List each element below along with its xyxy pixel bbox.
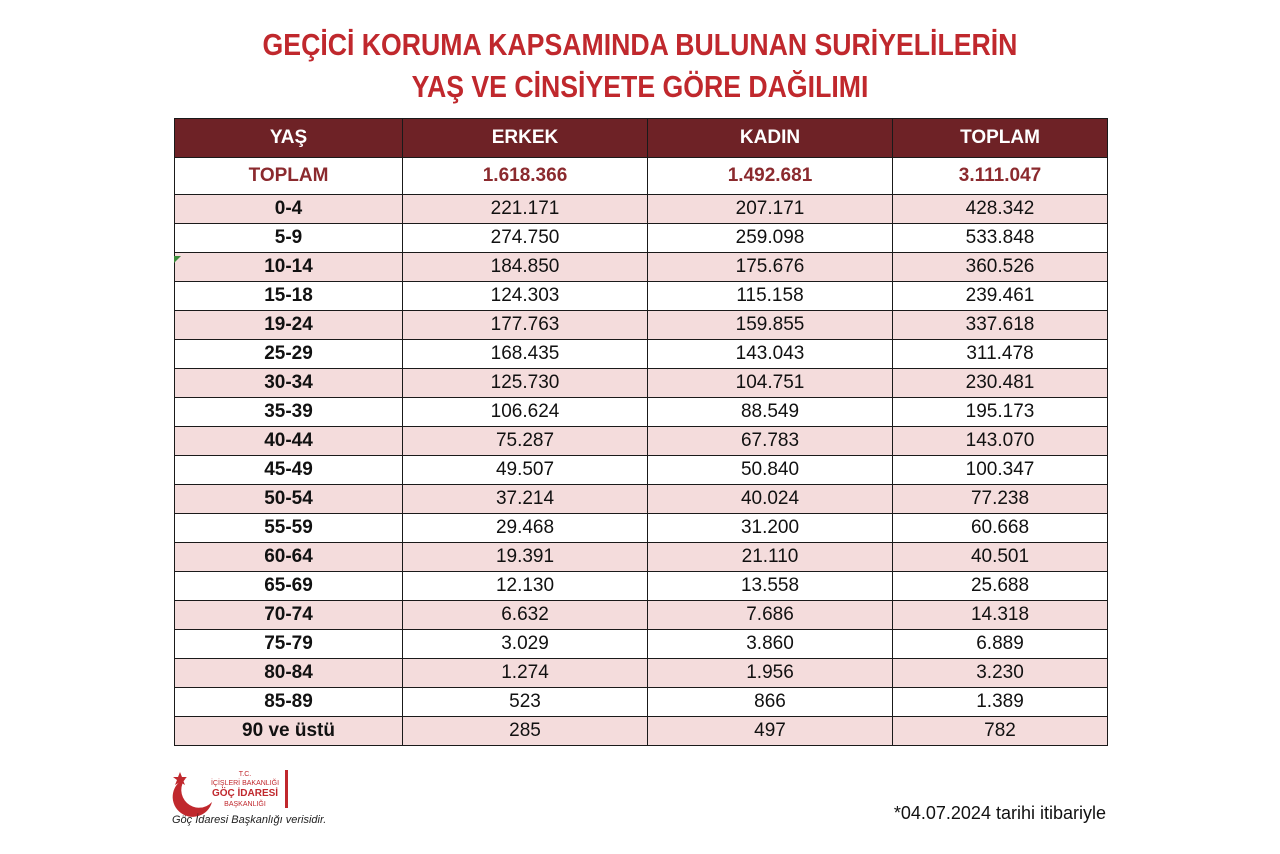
female-cell: 175.676 [648,253,893,282]
table-row [175,630,1108,659]
table-row [175,427,1108,456]
table-row [175,659,1108,688]
female-cell: 1.956 [648,659,893,688]
female-cell: 3.860 [648,630,893,659]
age-cell: 10-14 [175,253,403,282]
header-female: KADIN [648,119,893,158]
table-row [175,572,1108,601]
source-note: Göç İdaresi Başkanlığı verisidir. [172,814,327,826]
total-all: 3.111.047 [893,158,1108,195]
male-cell: 177.763 [403,311,648,340]
male-cell: 49.507 [403,456,648,485]
table-row [175,195,1108,224]
female-cell: 31.200 [648,514,893,543]
age-gender-table [174,118,1108,746]
age-cell: 50-54 [175,485,403,514]
logo-text: T.C. İÇİŞLERİ BAKANLIĞI GÖÇ İDARESİ BAŞKANLIĞI [210,771,280,808]
female-cell: 159.855 [648,311,893,340]
table-row [175,514,1108,543]
table-row [175,340,1108,369]
header-total: TOPLAM [893,119,1108,158]
total-male: 1.618.366 [403,158,648,195]
total-cell: 60.668 [893,514,1108,543]
female-cell: 21.110 [648,543,893,572]
cell-comment-marker [174,256,181,263]
age-cell: 70-74 [175,601,403,630]
age-cell: 15-18 [175,282,403,311]
male-cell: 221.171 [403,195,648,224]
total-cell: 533.848 [893,224,1108,253]
total-cell: 6.889 [893,630,1108,659]
male-cell: 37.214 [403,485,648,514]
total-cell: 40.501 [893,543,1108,572]
total-cell: 77.238 [893,485,1108,514]
total-cell: 311.478 [893,340,1108,369]
total-cell: 143.070 [893,427,1108,456]
table-row [175,398,1108,427]
age-cell: 19-24 [175,311,403,340]
age-cell: 0-4 [175,195,403,224]
total-female: 1.492.681 [648,158,893,195]
age-cell: 30-34 [175,369,403,398]
female-cell: 115.158 [648,282,893,311]
male-cell: 124.303 [403,282,648,311]
table-row [175,224,1108,253]
table-header-row [175,119,1108,158]
title-line-1: GEÇİCİ KORUMA KAPSAMINDA BULUNAN SURİYELİLERİN [262,27,1018,62]
age-cell: 45-49 [175,456,403,485]
table-row [175,601,1108,630]
age-cell: 75-79 [175,630,403,659]
female-cell: 104.751 [648,369,893,398]
age-cell: 5-9 [175,224,403,253]
total-cell: 360.526 [893,253,1108,282]
total-cell: 782 [893,717,1108,746]
male-cell: 523 [403,688,648,717]
male-cell: 184.850 [403,253,648,282]
male-cell: 29.468 [403,514,648,543]
header-male: ERKEK [403,119,648,158]
title-line-2: YAŞ VE CİNSİYETE GÖRE DAĞILIMI [411,69,869,104]
total-cell: 3.230 [893,659,1108,688]
male-cell: 1.274 [403,659,648,688]
male-cell: 106.624 [403,398,648,427]
age-cell: 60-64 [175,543,403,572]
age-cell: 55-59 [175,514,403,543]
header-age: YAŞ [175,119,403,158]
male-cell: 3.029 [403,630,648,659]
male-cell: 285 [403,717,648,746]
male-cell: 6.632 [403,601,648,630]
table-row [175,311,1108,340]
female-cell: 143.043 [648,340,893,369]
total-cell: 428.342 [893,195,1108,224]
age-cell: 85-89 [175,688,403,717]
female-cell: 13.558 [648,572,893,601]
table-row [175,456,1108,485]
total-cell: 100.347 [893,456,1108,485]
female-cell: 40.024 [648,485,893,514]
age-cell: 80-84 [175,659,403,688]
male-cell: 75.287 [403,427,648,456]
table-row [175,688,1108,717]
total-cell: 1.389 [893,688,1108,717]
date-note: *04.07.2024 tarihi itibariyle [893,803,1106,823]
age-cell: 65-69 [175,572,403,601]
table-row [175,717,1108,746]
logo-divider [285,770,288,808]
male-cell: 19.391 [403,543,648,572]
male-cell: 274.750 [403,224,648,253]
female-cell: 259.098 [648,224,893,253]
male-cell: 168.435 [403,340,648,369]
total-cell: 337.618 [893,311,1108,340]
table-row [175,543,1108,572]
female-cell: 497 [648,717,893,746]
total-cell: 25.688 [893,572,1108,601]
age-cell: 40-44 [175,427,403,456]
female-cell: 50.840 [648,456,893,485]
male-cell: 125.730 [403,369,648,398]
table-row [175,485,1108,514]
table-row [175,282,1108,311]
age-cell: 90 ve üstü [175,717,403,746]
total-cell: 14.318 [893,601,1108,630]
table-row [175,369,1108,398]
female-cell: 7.686 [648,601,893,630]
female-cell: 67.783 [648,427,893,456]
total-label: TOPLAM [175,158,403,195]
female-cell: 207.171 [648,195,893,224]
total-cell: 230.481 [893,369,1108,398]
page-title [90,24,1191,108]
age-cell: 35-39 [175,398,403,427]
table-row [175,253,1108,282]
total-cell: 195.173 [893,398,1108,427]
age-cell: 25-29 [175,340,403,369]
male-cell: 12.130 [403,572,648,601]
total-row [175,158,1108,195]
female-cell: 866 [648,688,893,717]
female-cell: 88.549 [648,398,893,427]
total-cell: 239.461 [893,282,1108,311]
